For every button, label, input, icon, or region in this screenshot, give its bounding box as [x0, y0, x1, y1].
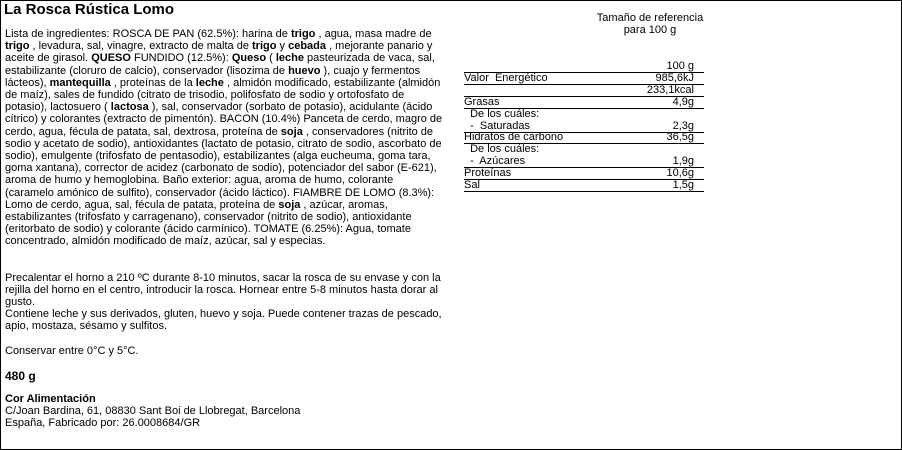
allergen-highlight: mantequilla — [49, 76, 111, 89]
nutrition-row — [464, 120, 704, 132]
allergen-highlight: trigo — [290, 28, 316, 40]
ingredients-segment: , proteínas de la — [110, 76, 196, 89]
ingredients-segment: , mejorante panario y aceite de girasol. — [5, 40, 433, 65]
nutrition-label: Valor Energético — [464, 71, 548, 84]
preparation-text: Precalentar el horno a 210 ºC durante 8-10 minutos, sacar la rosca de su envase y con la rejilla del horno en el centro, introducir la rosca. Hornear entre 5-8 minutos hasta dorar al gusto. — [5, 271, 441, 309]
nutrition-value: 100 g — [666, 60, 694, 72]
allergen-highlight: Queso — [231, 52, 267, 65]
allergen-highlight: trigo — [5, 40, 30, 53]
nutrition-label: Hidratos de carbono — [464, 131, 564, 144]
ingredients-segment: Lista de ingredientes: ROSCA DE PAN (62.5%): harina de — [5, 28, 291, 40]
nutrition-value: 985,6kJ — [655, 71, 694, 84]
allergen-highlight: soja — [280, 125, 303, 138]
nutrition-label: - Azúcares — [464, 155, 526, 168]
nutrition-label: - Saturadas — [464, 119, 531, 132]
ingredients-segment: , agua, masa madre de — [315, 28, 432, 40]
nutrition-label: Sal — [464, 179, 480, 191]
nutrition-label: Grasas — [464, 95, 500, 108]
nutrition-row — [464, 84, 704, 96]
reference-size-line2: para 100 g — [623, 24, 677, 36]
nutrition-value: 1,5g — [672, 179, 694, 191]
allergen-highlight: leche — [195, 76, 224, 89]
nutrition-row — [464, 72, 704, 84]
allergen-highlight: lactosa — [110, 101, 149, 114]
nutrition-row — [464, 179, 704, 191]
nutrition-value: 2,3g — [672, 119, 694, 132]
storage-text: Conservar entre 0°C y 5°C. — [5, 344, 139, 357]
nutrition-value: 36,5g — [666, 131, 694, 144]
company-address: C/Joan Bardina, 61, 08830 Sant Boi de Llobregat, Barcelona — [5, 405, 301, 418]
nutrition-value: 233,1kcal — [646, 83, 694, 96]
reference-size-line1: Tamaño de referencia — [596, 12, 704, 24]
nutrition-value: 4,9g — [672, 95, 694, 108]
allergen-highlight: trigo — [252, 40, 277, 53]
reference-size-header — [581, 12, 719, 36]
net-weight: 480 g — [5, 368, 36, 383]
ingredients-segment: ), cuajo y fermentos lácteos), — [5, 64, 421, 89]
ingredients-segment: pasteurizada de vaca, sal, estabilizante (cloruro de calcio), conservador (lisozima de — [5, 52, 435, 77]
ingredients-segment: FUNDIDO (12.5%): — [130, 52, 232, 65]
allergens-text: Contiene leche y sus derivados, gluten, huevo y soja. Puede contener trazas de pescado, apio, mostaza, sésamo y sulfitos. — [5, 308, 442, 333]
ingredients-segment: y — [276, 40, 289, 53]
nutrition-row — [464, 155, 704, 167]
allergen-highlight: leche — [275, 52, 304, 65]
nutrition-row — [464, 108, 704, 120]
product-title: La Rosca Rústica Lomo — [4, 1, 175, 18]
ingredients-segment: , levadura, sal, vinagre, extracto de malta de — [29, 40, 253, 53]
ingredients-text — [5, 28, 445, 248]
ingredients-segment: , azúcar, aromas, estabilizantes (trifosfato y carragenano), conservador (nitrito de sodio), antioxidante (eritorbato de sodio) y colorante (ácido carmínico). TOMATE (6.25%): Agua, tomate concentrado, almidón modificado de maíz, azúcar, sal y especias. — [5, 198, 412, 248]
ingredients-segment: , conservadores (nitrito de sodio y acetato de sodio), antioxidantes (lactato de potasio, citrato de sodio, ascorbato de sodio), emulgente (trifosfato de pentasodio), estabilizantes (alga eucheuma, goma tara, goma xantana), corrector de acidez (carbonato de sodio), potenciador del sabor (E-621), aroma de humo y hemoglobina. Baño exterior: agua, aroma de humo, colorante (caramelo amónico de sulfito), conservador (ácido láctico). FIAMBRE DE LOMO (8.3%): Lomo de cerdo, agua, sal, fécula de patata, proteína de — [5, 125, 442, 211]
nutrition-row — [464, 96, 704, 108]
nutrition-value: 1,9g — [672, 155, 694, 168]
ingredients-segment: ( — [266, 52, 276, 65]
company-origin: España, Fabricado por: 26.0008684/GR — [5, 417, 201, 430]
nutrition-label: De los cuáles: — [464, 107, 540, 120]
ingredients-segment: , almidón modificado, estabilizante (almidón de maíz), sales de fundido (citrato de trisodio, polifosfato de sodio y ortofosfato de potasio), lactosuero ( — [5, 76, 441, 114]
ingredients-segment: ), sal, conservador (sorbato de potasio), acidulante (ácido cítrico) y colorantes (extracto de pimentón). BACON (10.4%) Panceta de cerdo, magro de cerdo, agua, fécula de patata, sal, dextrosa, proteína de — [5, 101, 443, 138]
nutrition-label: De los cuáles: — [464, 143, 540, 156]
row-divider — [464, 191, 704, 192]
nutrition-row — [464, 131, 704, 143]
company-name: Cor Alimentación — [5, 392, 96, 405]
allergen-highlight: cebada — [288, 40, 327, 53]
nutrition-row — [464, 60, 704, 72]
left-column — [5, 28, 445, 429]
allergen-highlight: huevo — [288, 64, 321, 77]
allergen-highlight: QUESO — [91, 52, 131, 65]
nutrition-row — [464, 143, 704, 155]
allergen-highlight: soja — [278, 198, 301, 211]
nutrition-value: 10,6g — [666, 167, 694, 180]
nutrition-row — [464, 167, 704, 179]
nutrition-label: Proteínas — [464, 167, 512, 180]
